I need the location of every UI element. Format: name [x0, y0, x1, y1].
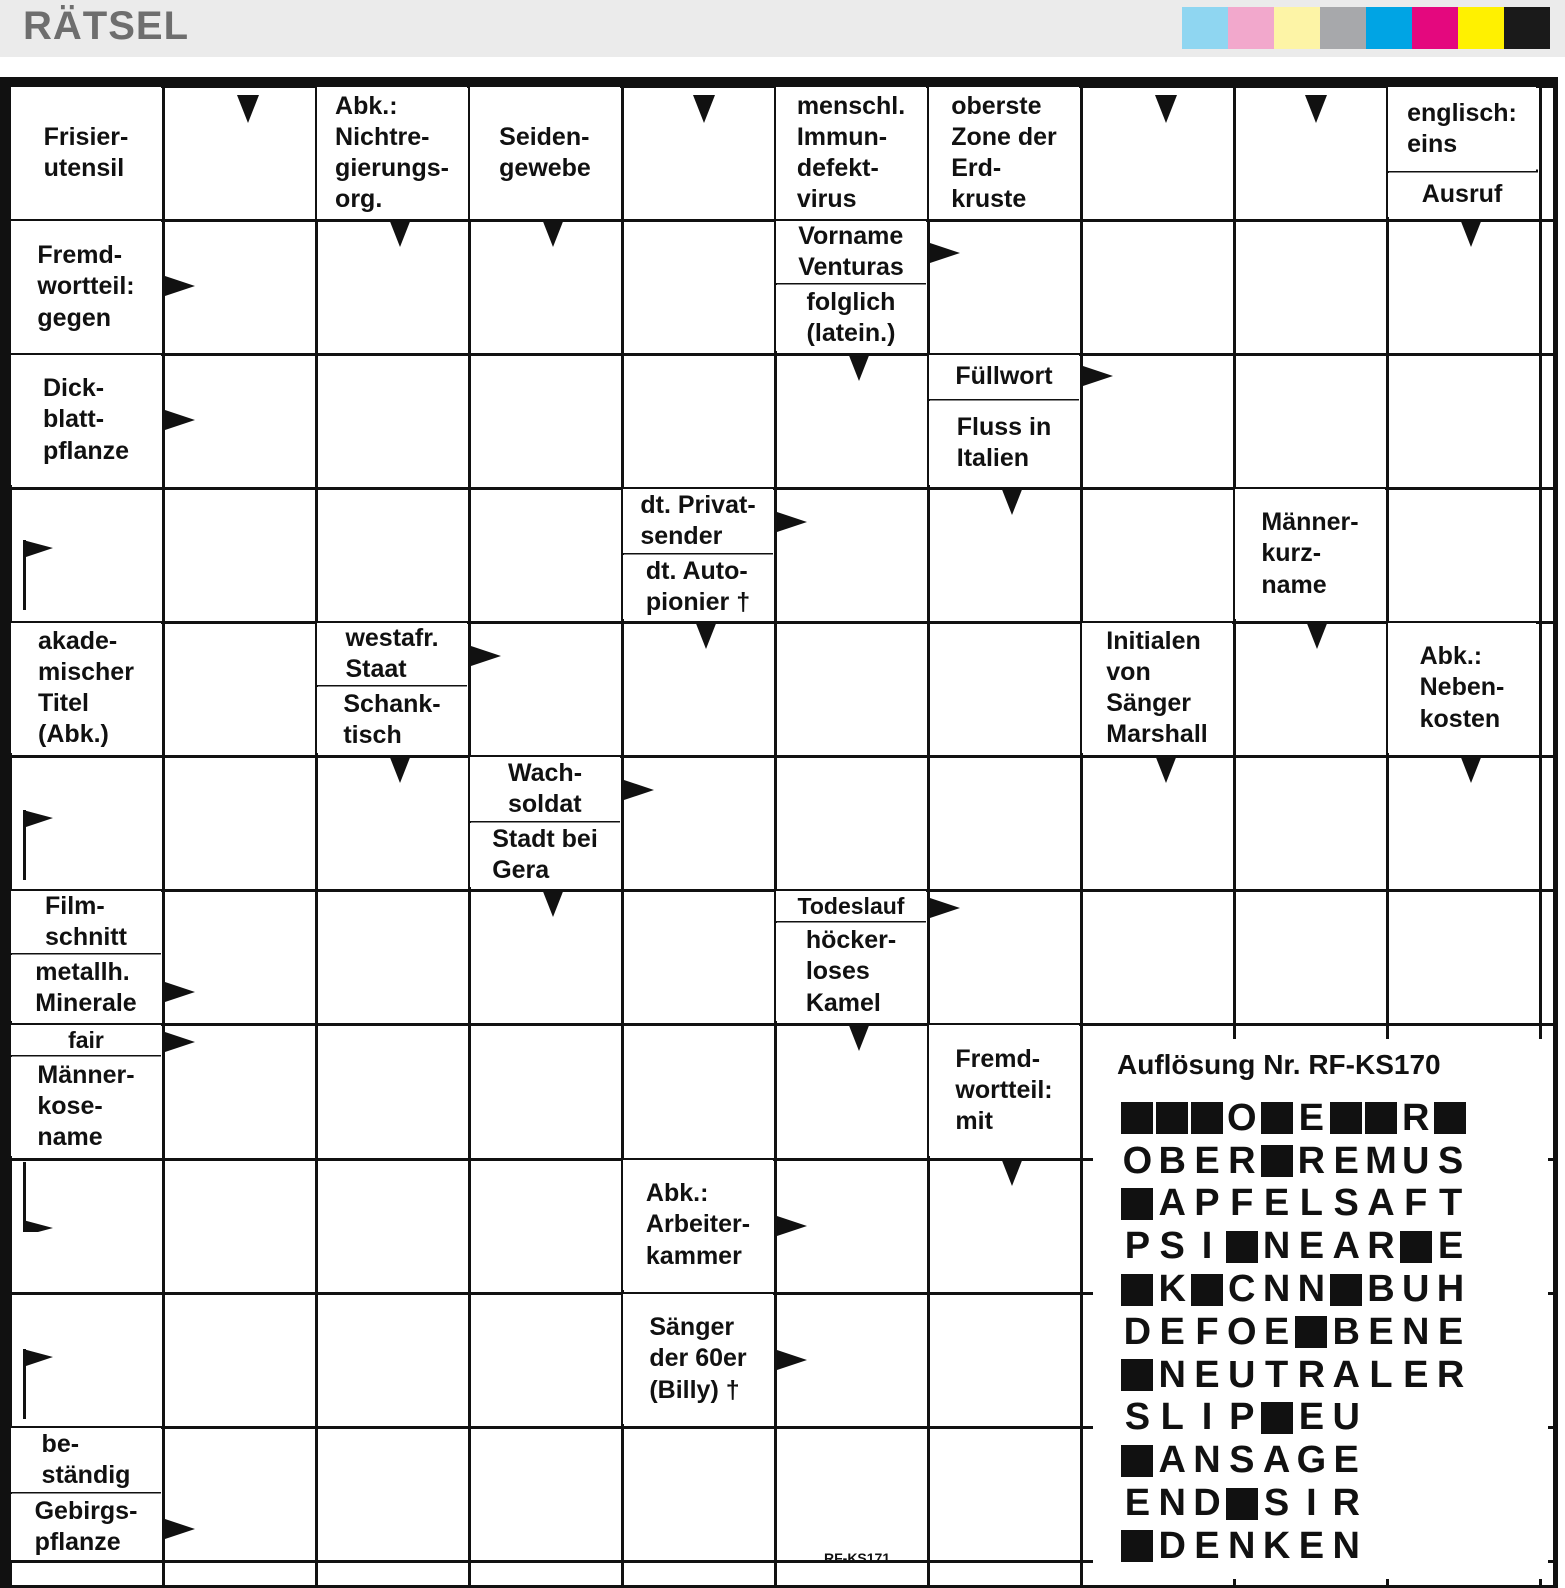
solution-letter: R — [1228, 1139, 1256, 1182]
solution-letter: B — [1332, 1310, 1360, 1353]
solution-letter: B — [1367, 1268, 1395, 1311]
color-swatch — [1504, 7, 1550, 49]
solution-title: Auflösung Nr. RF-KS170 — [1117, 1049, 1441, 1080]
solution-letter: E — [1124, 1482, 1151, 1525]
solution-letter: E — [1403, 1353, 1429, 1396]
solution-letter: G — [1296, 1439, 1327, 1482]
solution-letter: U — [1228, 1353, 1256, 1396]
arrow-right-icon — [162, 275, 195, 297]
solution-letter: S — [1229, 1439, 1255, 1482]
solution-letter: P — [1124, 1225, 1151, 1268]
clue-cell: Seiden- gewebe — [470, 87, 620, 219]
solution-letter: N — [1297, 1268, 1326, 1311]
arrow-down-icon — [542, 219, 564, 247]
clue-cell: Abk.: Nichtre- gierungs- org. — [317, 87, 467, 219]
solution-letter: F — [1404, 1182, 1428, 1225]
arrow-down-icon — [1305, 95, 1327, 123]
flag-arrow-icon — [23, 810, 57, 880]
solution-letter: R — [1401, 1096, 1430, 1139]
solution-letter: O — [1226, 1096, 1257, 1139]
solution-letter: F — [1195, 1310, 1219, 1353]
arrow-right-icon — [927, 897, 960, 919]
solution-letter: I — [1201, 1396, 1213, 1439]
clue-cell: Vorname Venturas — [776, 221, 926, 283]
arrow-down-icon — [1001, 1158, 1023, 1186]
solution-letter: E — [1194, 1139, 1220, 1182]
solution-black-square — [1121, 1102, 1153, 1134]
arrow-right-icon — [621, 779, 654, 801]
solution-black-square — [1226, 1231, 1258, 1263]
solution-letter: D — [1193, 1482, 1221, 1525]
solution-row — [1120, 1097, 1468, 1140]
clue-cell: oberste Zone der Erd- kruste — [929, 87, 1079, 219]
color-swatch — [1412, 7, 1458, 49]
clue-cell: Wach- soldat — [470, 757, 620, 821]
solution-black-square — [1261, 1102, 1293, 1134]
solution-black-square — [1365, 1102, 1397, 1134]
solution-black-square — [1330, 1102, 1362, 1134]
solution-letter: F — [1230, 1182, 1254, 1225]
page-title: RÄTSEL — [23, 4, 189, 48]
solution-letter: U — [1402, 1268, 1430, 1311]
solution-row — [1120, 1225, 1468, 1268]
arrow-down-icon — [1460, 219, 1482, 247]
clue-cell: Film- schnitt — [11, 891, 161, 953]
solution-letter: R — [1436, 1353, 1465, 1396]
solution-letter: O — [1122, 1139, 1153, 1182]
puzzle-code: RF-KS171 — [824, 1550, 891, 1566]
clue-cell: folglich (latein.) — [776, 285, 926, 351]
color-calibration-bar — [1182, 7, 1550, 49]
arrow-right-icon — [927, 242, 960, 264]
arrow-down-icon — [1306, 621, 1328, 649]
clue-cell: Gebirgs- pflanze — [11, 1494, 161, 1560]
solution-letter: E — [1368, 1310, 1394, 1353]
clue-cell: englisch: eins — [1388, 87, 1536, 171]
arrow-right-icon — [774, 1349, 807, 1371]
arrow-right-icon — [162, 981, 195, 1003]
solution-row — [1120, 1183, 1468, 1226]
solution-letter: T — [1438, 1182, 1463, 1225]
solution-row — [1120, 1354, 1468, 1397]
color-swatch — [1458, 7, 1504, 49]
arrow-right-icon — [1080, 365, 1113, 387]
solution-letter: K — [1158, 1268, 1186, 1311]
clue-cell: Männer- kose- name — [11, 1057, 161, 1156]
solution-black-square — [1191, 1274, 1223, 1306]
solution-letter: S — [1437, 1139, 1464, 1182]
solution-black-square — [1191, 1102, 1223, 1134]
solution-letter: M — [1365, 1139, 1397, 1182]
clue-cell: Abk.: Arbeiter- kammer — [623, 1160, 773, 1290]
arrow-down-icon — [695, 621, 717, 649]
solution-black-square — [1261, 1402, 1293, 1434]
solution-grid — [1120, 1097, 1468, 1568]
color-swatch — [1274, 7, 1320, 49]
clue-cell: be- ständig — [11, 1428, 161, 1492]
clue-cell: Dick- blatt- pflanze — [11, 355, 161, 485]
solution-row — [1120, 1439, 1468, 1482]
solution-black-square — [1400, 1231, 1432, 1263]
arrow-down-icon — [1155, 95, 1177, 123]
solution-black-square — [1226, 1488, 1258, 1520]
solution-black-square — [1434, 1102, 1466, 1134]
color-swatch — [1366, 7, 1412, 49]
solution-letter: E — [1263, 1182, 1290, 1225]
solution-panel — [1093, 1039, 1548, 1579]
solution-letter: K — [1262, 1524, 1291, 1567]
solution-letter: R — [1367, 1225, 1395, 1268]
solution-letter: I — [1306, 1482, 1317, 1525]
solution-letter: L — [1160, 1396, 1184, 1439]
arrow-right-icon — [162, 1031, 195, 1053]
solution-letter: N — [1158, 1353, 1186, 1396]
solution-black-square — [1121, 1445, 1153, 1477]
solution-letter: E — [1298, 1396, 1325, 1439]
arrow-right-icon — [162, 409, 195, 431]
solution-black-square — [1295, 1316, 1327, 1348]
solution-letter: D — [1123, 1310, 1152, 1353]
solution-letter: U — [1402, 1139, 1430, 1182]
solution-black-square — [1121, 1274, 1153, 1306]
solution-letter: R — [1332, 1482, 1360, 1525]
solution-letter: E — [1298, 1225, 1325, 1268]
arrow-down-icon — [1460, 755, 1482, 783]
solution-letter: D — [1158, 1524, 1186, 1567]
solution-letter: N — [1402, 1310, 1430, 1353]
solution-letter: E — [1159, 1310, 1185, 1353]
clue-cell: Initialen von Sänger Marshall — [1082, 623, 1232, 753]
solution-black-square — [1121, 1530, 1153, 1562]
clue-cell: menschl. Immun- defekt- virus — [776, 87, 926, 219]
solution-letter: C — [1228, 1268, 1256, 1311]
color-swatch — [1182, 7, 1228, 49]
solution-letter: R — [1297, 1139, 1326, 1182]
page-header — [0, 0, 1565, 57]
solution-letter: L — [1369, 1353, 1393, 1396]
arrow-right-icon — [774, 511, 807, 533]
solution-letter: S — [1124, 1396, 1151, 1439]
clue-cell: Stadt bei Gera — [470, 823, 620, 887]
solution-letter: N — [1193, 1439, 1221, 1482]
arrow-down-icon — [237, 95, 259, 123]
color-swatch — [1228, 7, 1274, 49]
clue-cell: Fremd- wortteil: mit — [929, 1025, 1079, 1156]
solution-letter: A — [1158, 1182, 1186, 1225]
solution-letter: A — [1367, 1182, 1395, 1225]
solution-row — [1120, 1525, 1468, 1568]
solution-letter: L — [1299, 1182, 1323, 1225]
solution-letter: N — [1262, 1225, 1291, 1268]
clue-cell: höcker- loses Kamel — [776, 923, 926, 1021]
clue-cell: dt. Privat- sender — [623, 489, 773, 553]
solution-black-square — [1121, 1359, 1153, 1391]
clue-cell: Fluss in Italien — [929, 401, 1079, 485]
color-swatch — [1320, 7, 1366, 49]
solution-letter: E — [1437, 1310, 1464, 1353]
solution-letter: E — [1298, 1524, 1325, 1567]
solution-letter: E — [1194, 1353, 1220, 1396]
solution-letter: N — [1228, 1524, 1256, 1567]
clue-cell: metallh. Minerale — [11, 955, 161, 1021]
solution-letter: O — [1227, 1310, 1257, 1353]
clue-cell: westafr. Staat — [317, 623, 467, 685]
arrow-right-icon — [162, 1518, 195, 1540]
solution-letter: A — [1332, 1225, 1360, 1268]
clue-cell: Fremd- wortteil: gegen — [11, 221, 161, 353]
clue-cell: Ausruf — [1388, 173, 1536, 217]
clue-cell: akade- mischer Titel (Abk.) — [11, 623, 161, 753]
solution-letter: N — [1332, 1524, 1360, 1567]
clue-cell: dt. Auto- pionier † — [623, 555, 773, 619]
clue-cell: fair — [11, 1025, 161, 1055]
arrow-right-icon — [774, 1215, 807, 1237]
clue-cell: Schank- tisch — [317, 687, 467, 753]
solution-letter: H — [1436, 1268, 1465, 1311]
solution-letter: U — [1332, 1396, 1360, 1439]
solution-black-square — [1330, 1274, 1362, 1306]
solution-letter: S — [1263, 1482, 1290, 1525]
solution-row — [1120, 1311, 1468, 1354]
solution-letter: E — [1437, 1225, 1464, 1268]
solution-row — [1120, 1397, 1468, 1440]
solution-letter: E — [1333, 1139, 1359, 1182]
arrow-down-icon — [848, 353, 870, 381]
solution-black-square — [1261, 1145, 1293, 1177]
solution-row — [1120, 1268, 1468, 1311]
solution-letter: P — [1194, 1182, 1220, 1225]
clue-cell: Füllwort — [929, 355, 1079, 399]
solution-letter: N — [1158, 1482, 1186, 1525]
solution-black-square — [1121, 1188, 1153, 1220]
solution-letter: R — [1297, 1353, 1326, 1396]
arrow-down-icon — [542, 889, 564, 917]
clue-cell: Abk.: Neben- kosten — [1388, 623, 1536, 753]
arrow-right-icon — [468, 645, 501, 667]
clue-cell: Todeslauf — [776, 891, 926, 921]
solution-letter: E — [1194, 1524, 1220, 1567]
solution-row — [1120, 1140, 1468, 1183]
solution-letter: T — [1264, 1353, 1289, 1396]
arrow-down-icon — [1155, 755, 1177, 783]
solution-letter: A — [1332, 1353, 1360, 1396]
solution-row — [1120, 1482, 1468, 1525]
clue-cell: Sänger der 60er (Billy) † — [623, 1294, 773, 1424]
flag-arrow-icon — [23, 1349, 57, 1419]
clue-cell: Frisier- utensil — [11, 87, 161, 219]
clue-cell: Männer- kurz- name — [1235, 489, 1385, 619]
arrow-down-icon — [693, 95, 715, 123]
solution-letter: E — [1298, 1096, 1324, 1139]
solution-letter: A — [1262, 1439, 1291, 1482]
solution-letter: B — [1158, 1139, 1186, 1182]
arrow-down-icon — [848, 1023, 870, 1051]
arrow-down-icon — [389, 755, 411, 783]
arrow-down-icon — [1001, 487, 1023, 515]
solution-letter: N — [1262, 1268, 1291, 1311]
flag-arrow-icon — [23, 540, 57, 610]
arrow-down-icon — [389, 219, 411, 247]
flag-arrow-icon — [23, 1162, 57, 1232]
solution-letter: E — [1263, 1310, 1290, 1353]
solution-letter: P — [1229, 1396, 1255, 1439]
solution-black-square — [1156, 1102, 1188, 1134]
solution-letter: E — [1333, 1439, 1359, 1482]
solution-letter: I — [1201, 1225, 1213, 1268]
solution-letter: S — [1159, 1225, 1185, 1268]
solution-letter: S — [1333, 1182, 1359, 1225]
solution-letter: A — [1158, 1439, 1186, 1482]
